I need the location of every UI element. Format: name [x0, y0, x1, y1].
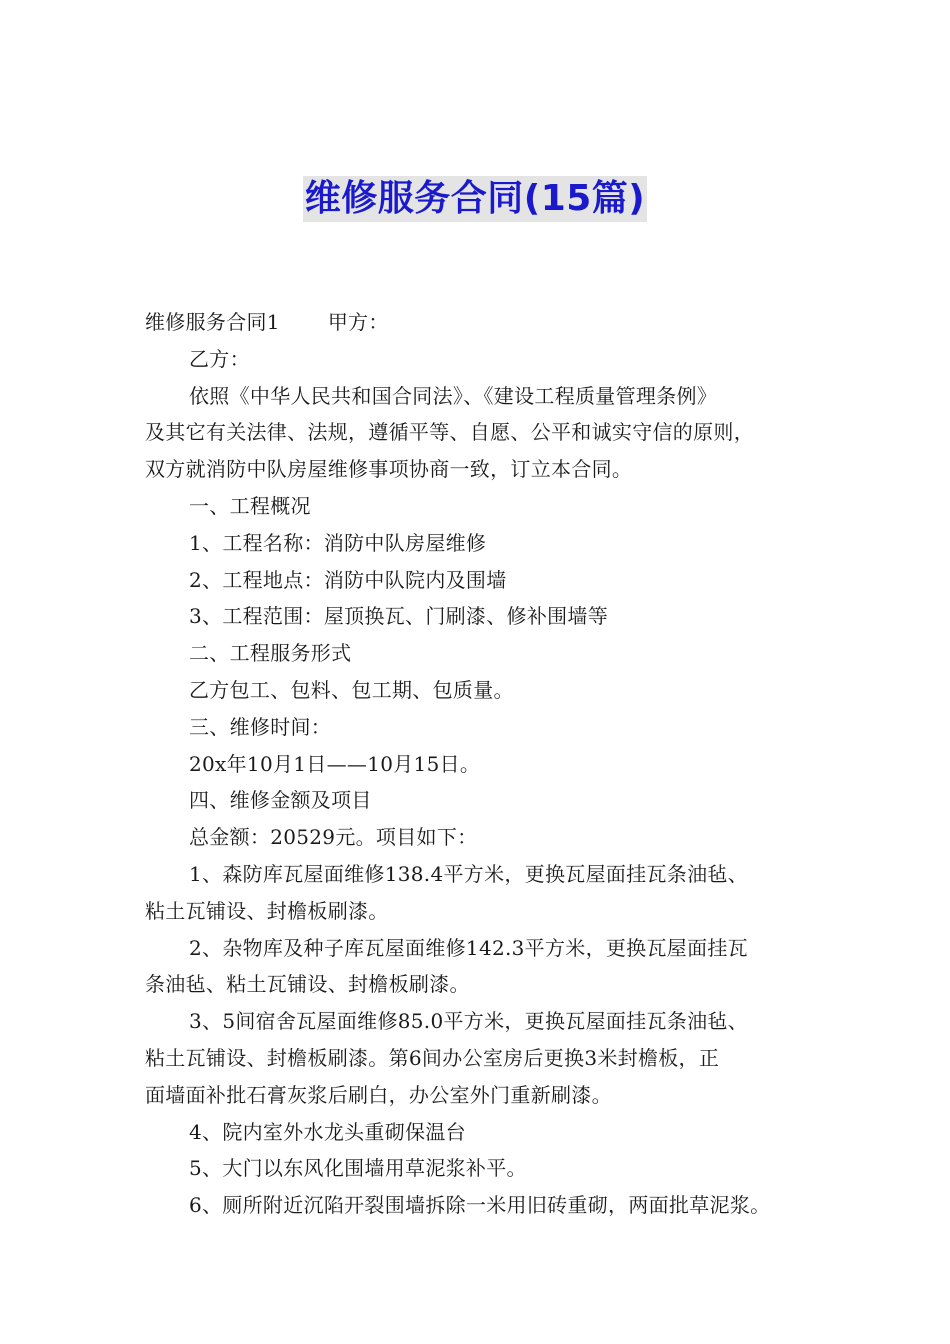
paragraph-line: 依照《中华人民共和国合同法》、《建设工程质量管理条例》	[189, 383, 718, 408]
paragraph-line: 粘土瓦铺设、封檐板刷漆。第6间办公室房后更换3米封檐板，正	[145, 1045, 720, 1070]
paragraph-line: 粘土瓦铺设、封檐板刷漆。	[145, 898, 389, 923]
paragraph-line: 1、工程名称：消防中队房屋维修	[189, 530, 487, 555]
section-heading: 四、维修金额及项目	[189, 788, 372, 813]
paragraph-line: 2、杂物库及种子库瓦屋面维修142.3平方米，更换瓦屋面挂瓦	[189, 935, 748, 960]
paragraph-line: 5、大门以东风化围墙用草泥浆补平。	[189, 1156, 527, 1181]
paragraph-line: 3、5间宿舍瓦屋面维修85.0平方米，更换瓦屋面挂瓦条油毡、	[189, 1009, 748, 1034]
section-heading: 三、维修时间：	[189, 714, 332, 739]
paragraph-line: 20x年10月1日——10月15日。	[189, 751, 481, 776]
paragraph-line: 及其它有关法律、法规，遵循平等、自愿、公平和诚实守信的原则，	[145, 420, 754, 445]
paragraph-line: 2、工程地点：消防中队院内及围墙	[189, 567, 507, 592]
paragraph-line: 面墙面补批石膏灰浆后刷白，办公室外门重新刷漆。	[145, 1082, 612, 1107]
title-block	[0, 176, 950, 222]
party-a-label: 甲方：	[327, 310, 389, 334]
paragraph-line: 总金额：20529元。项目如下：	[189, 825, 478, 850]
paragraph-line	[145, 304, 825, 341]
paragraph-line: 条油毡、粘土瓦铺设、封檐板刷漆。	[145, 972, 470, 997]
document-title: 维修服务合同(15篇)	[303, 176, 648, 222]
paragraph-line: 乙方：	[189, 346, 250, 371]
paragraph-line: 1、森防库瓦屋面维修138.4平方米，更换瓦屋面挂瓦条油毡、	[189, 861, 748, 886]
section-heading: 二、工程服务形式	[189, 641, 352, 666]
paragraph-line: 4、院内室外水龙头重砌保温台	[189, 1119, 466, 1144]
document-body	[145, 304, 825, 1224]
paragraph-line: 乙方包工、包料、包工期、包质量。	[189, 677, 514, 702]
paragraph-line: 双方就消防中队房屋维修事项协商一致，订立本合同。	[145, 457, 633, 482]
section-heading: 一、工程概况	[189, 493, 311, 518]
contract-heading: 维修服务合同1	[145, 310, 280, 334]
paragraph-line: 6、厕所附近沉陷开裂围墙拆除一米用旧砖重砌，两面批草泥浆。	[189, 1193, 771, 1218]
paragraph-line: 3、工程范围：屋顶换瓦、门刷漆、修补围墙等	[189, 604, 609, 629]
